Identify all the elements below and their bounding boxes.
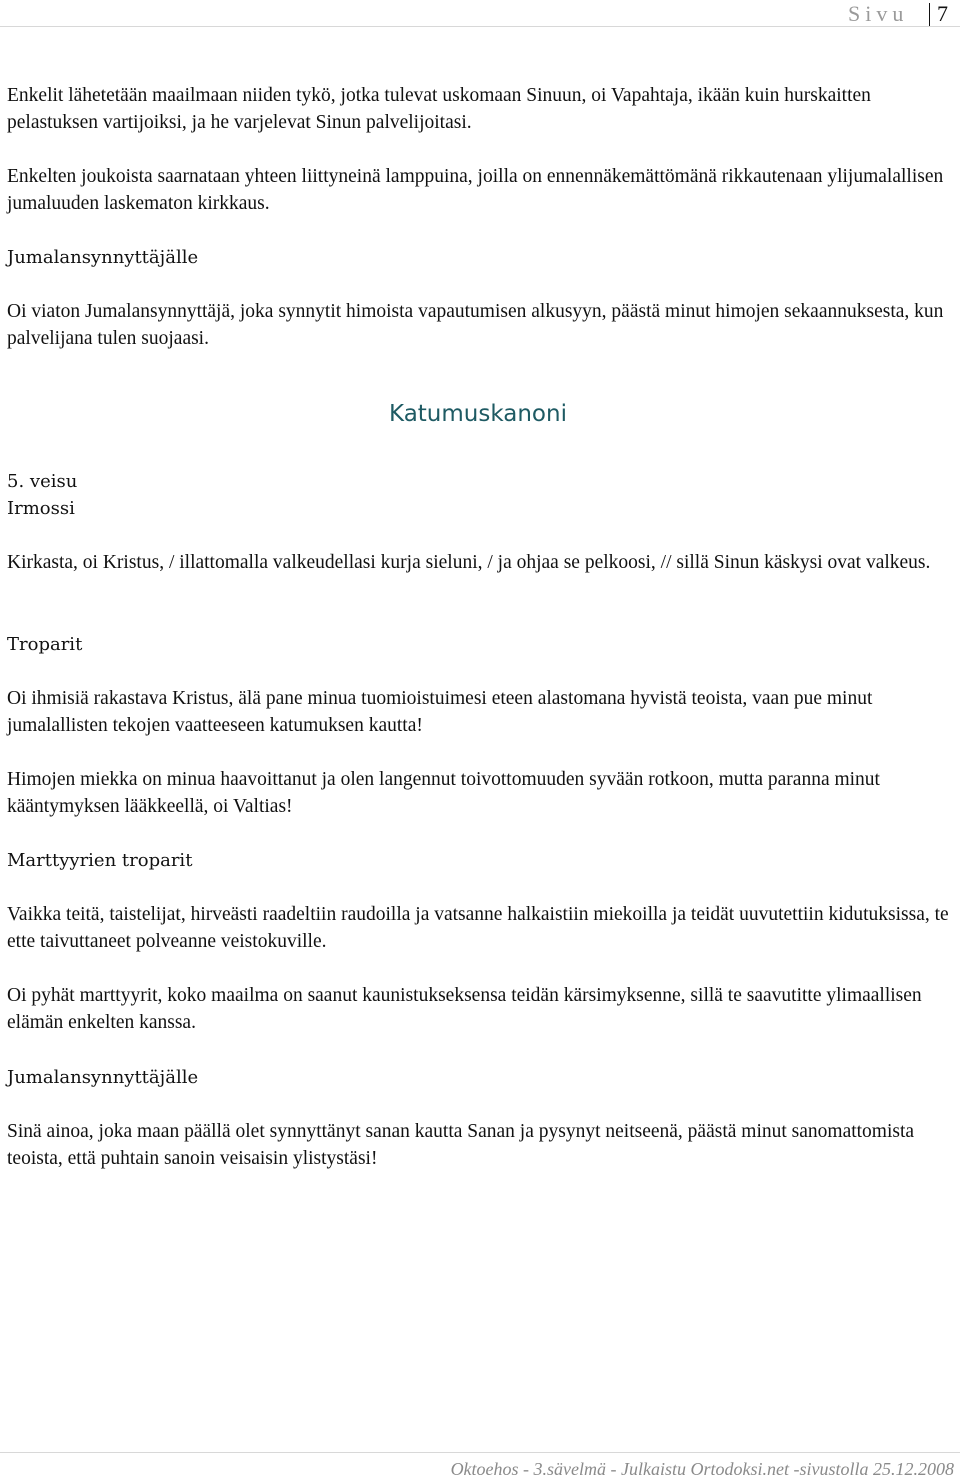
page-number-separator	[929, 3, 930, 27]
header-rule	[0, 26, 960, 27]
paragraph-5: Oi ihmisiä rakastava Kristus, älä pane minua tuomioistuimesi eteen alastomana hyvistä teoista, vaan pue minut jumalallisten tekojen vaatteeseen katumuksen kautta!	[7, 688, 873, 736]
paragraph-8: Oi pyhät marttyyrit, koko maailma on saanut kaunistukseksensa teidän kärsimyksenne, sillä te saavutitte ylimaallisen elämän enkelten kanssa.	[7, 985, 922, 1033]
page-label: Sivu	[848, 1, 909, 26]
heading-troparit: Troparit	[7, 634, 83, 655]
paragraph-6: Himojen miekka on minua haavoittanut ja olen langennut toivottomuuden syvään rotkoon, mutta paranna minut kääntymyksen lääkkeellä, oi Valtias!	[7, 769, 880, 817]
page-number: 7	[937, 1, 948, 26]
heading-marttyyrien-troparit: Marttyyrien troparit	[7, 850, 193, 871]
page-footer	[0, 1452, 960, 1480]
footer-text: Oktoehos - 3.sävelmä - Julkaistu Ortodoksi.net -sivustolla 25.12.2008	[450, 1459, 954, 1479]
footer-rule	[0, 1452, 960, 1453]
heading-irmossi: Irmossi	[7, 498, 75, 519]
heading-jumalansynnyttajalle-1: Jumalansynnyttäjälle	[7, 247, 199, 268]
page-header	[0, 0, 960, 32]
paragraph-7: Vaikka teitä, taistelijat, hirveästi raadeltiin raudoilla ja vatsanne halkaistiin miekoilla ja teidät uuvutettiin kidutuksissa, te ette taivuttaneet polveanne veistokuville.	[7, 904, 949, 952]
paragraph-9: Sinä ainoa, joka maan päällä olet synnyttänyt sanan kautta Sanan ja pysynyt neitseenä, päästä minut sanomattomista teoista, että puhtain sanoin veisaisin ylistystäsi!	[7, 1121, 915, 1169]
heading-jumalansynnyttajalle-2: Jumalansynnyttäjälle	[7, 1067, 199, 1088]
paragraph-4: Kirkasta, oi Kristus, / illattomalla valkeudellasi kurja sieluni, / ja ohjaa se pelkoosi, // sillä Sinun käskysi ovat valkeus.	[7, 552, 931, 573]
section-title: Katumuskanoni	[389, 401, 567, 427]
paragraph-1: Enkelit lähetetään maailmaan niiden tykö, jotka tulevat uskomaan Sinuun, oi Vapahtaja, ikään kuin hurskaitten pelastuksen vartijoiksi, ja he varjelevat Sinun palvelijoitasi.	[7, 85, 871, 133]
paragraph-2: Enkelten joukoista saarnataan yhteen liittyneinä lamppuina, joilla on ennennäkemättömänä rikkautenaan ylijumalallisen jumaluuden laskematon kirkkaus.	[7, 166, 944, 214]
heading-veisu: 5. veisu	[7, 471, 78, 492]
paragraph-3: Oi viaton Jumalansynnyttäjä, joka synnytit himoista vapautumisen alkusyyn, päästä minut himojen sekaannuksesta, kun palvelijana tulen suojaasi.	[7, 301, 944, 349]
